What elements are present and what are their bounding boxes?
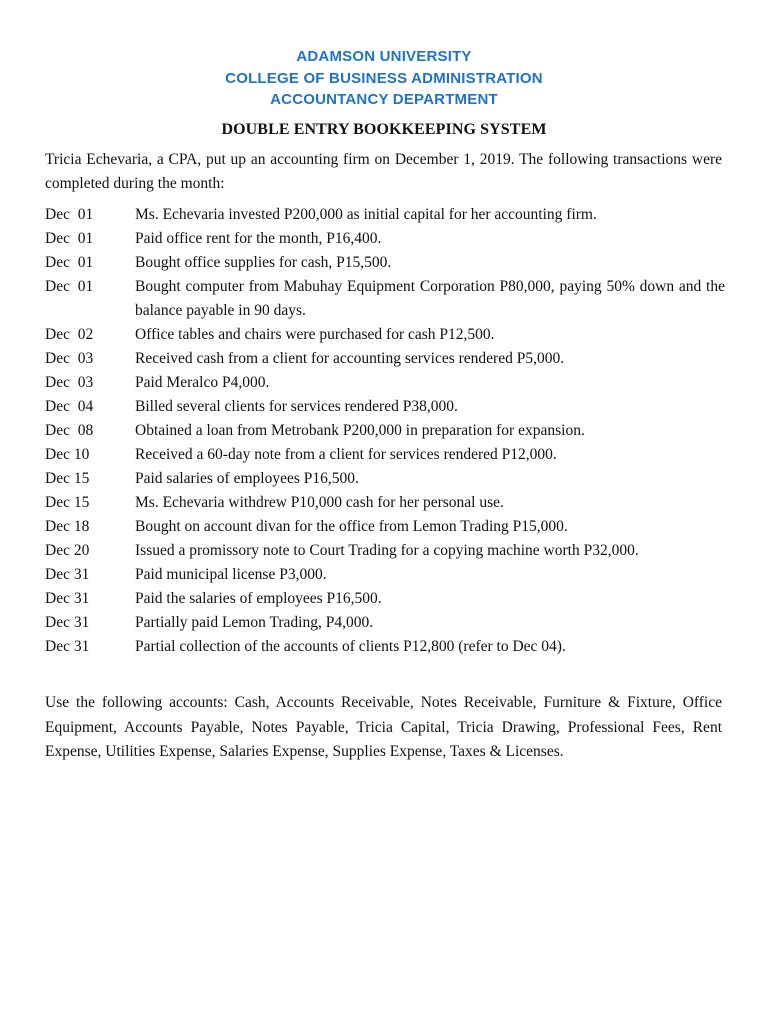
university-name: ADAMSON UNIVERSITY bbox=[296, 48, 472, 65]
transaction-description: Paid office rent for the month, P16,400. bbox=[135, 230, 382, 247]
transaction-date: Dec 01 bbox=[45, 278, 94, 295]
transaction-row bbox=[45, 347, 725, 371]
transaction-row bbox=[45, 203, 725, 227]
transaction-row bbox=[45, 491, 725, 515]
document-title: DOUBLE ENTRY BOOKKEEPING SYSTEM bbox=[221, 121, 547, 138]
transaction-date: Dec 08 bbox=[45, 422, 94, 439]
transaction-date: Dec 15 bbox=[45, 494, 90, 511]
intro-paragraph: Tricia Echevaria, a CPA, put up an accounting firm on December 1, 2019. The following transactions were completed during the month: bbox=[45, 151, 722, 192]
transaction-row bbox=[45, 419, 725, 443]
transaction-date: Dec 15 bbox=[45, 470, 90, 487]
transaction-list bbox=[45, 203, 725, 659]
transaction-description: Obtained a loan from Metrobank P200,000 in preparation for expansion. bbox=[135, 422, 585, 439]
transaction-date: Dec 04 bbox=[45, 398, 94, 415]
document-header bbox=[0, 46, 768, 111]
transaction-description: Bought computer from Mabuhay Equipment Corporation P80,000, paying 50% down and the balance payable in 90 days. bbox=[135, 278, 725, 319]
transaction-date: Dec 01 bbox=[45, 230, 94, 247]
transaction-row bbox=[45, 515, 725, 539]
transaction-description: Received cash from a client for accounting services rendered P5,000. bbox=[135, 350, 565, 367]
transaction-date: Dec 31 bbox=[45, 566, 90, 583]
transaction-description: Received a 60-day note from a client for services rendered P12,000. bbox=[135, 446, 557, 463]
transaction-date: Dec 02 bbox=[45, 326, 94, 343]
transaction-description: Paid salaries of employees P16,500. bbox=[135, 470, 359, 487]
college-name: COLLEGE OF BUSINESS ADMINISTRATION bbox=[225, 69, 543, 87]
transaction-date: Dec 03 bbox=[45, 374, 94, 391]
transaction-description: Paid Meralco P4,000. bbox=[135, 374, 270, 391]
transaction-row bbox=[45, 539, 725, 563]
transaction-date: Dec 03 bbox=[45, 350, 94, 367]
transaction-row bbox=[45, 371, 725, 395]
transaction-description: Paid the salaries of employees P16,500. bbox=[135, 590, 382, 607]
transaction-row bbox=[45, 611, 725, 635]
transaction-date: Dec 10 bbox=[45, 446, 90, 463]
transaction-date: Dec 20 bbox=[45, 542, 90, 559]
transaction-date: Dec 18 bbox=[45, 518, 90, 535]
transaction-description: Partially paid Lemon Trading, P4,000. bbox=[135, 614, 374, 631]
transaction-description: Issued a promissory note to Court Trading for a copying machine worth P32,000. bbox=[135, 542, 639, 559]
transaction-row bbox=[45, 323, 725, 347]
transaction-date: Dec 31 bbox=[45, 614, 90, 631]
transaction-row bbox=[45, 275, 725, 323]
transaction-date: Dec 01 bbox=[45, 206, 94, 223]
transaction-description: Office tables and chairs were purchased for cash P12,500. bbox=[135, 326, 495, 343]
transaction-row bbox=[45, 635, 725, 659]
transaction-date: Dec 31 bbox=[45, 638, 90, 655]
transaction-description: Partial collection of the accounts of clients P12,800 (refer to Dec 04). bbox=[135, 638, 566, 655]
transaction-description: Ms. Echevaria invested P200,000 as initial capital for her accounting firm. bbox=[135, 206, 597, 223]
transaction-description: Billed several clients for services rendered P38,000. bbox=[135, 398, 458, 415]
transaction-row bbox=[45, 251, 725, 275]
transaction-description: Bought office supplies for cash, P15,500. bbox=[135, 254, 392, 271]
transaction-date: Dec 31 bbox=[45, 590, 90, 607]
transaction-row bbox=[45, 467, 725, 491]
accounts-instruction: Use the following accounts: Cash, Accounts Receivable, Notes Receivable, Furniture & Fixture, Office Equipment, Accounts Payable, Notes Payable, Tricia Capital, Tricia Drawing, Professional Fees, Rent Expense, Utilities Expense, Salaries Expense, Supplies Expense, Taxes & Licenses. bbox=[45, 694, 722, 760]
department-name: ACCOUNTANCY DEPARTMENT bbox=[270, 91, 498, 108]
transaction-row bbox=[45, 443, 725, 467]
transaction-row bbox=[45, 563, 725, 587]
transaction-row bbox=[45, 227, 725, 251]
transaction-row bbox=[45, 395, 725, 419]
transaction-description: Bought on account divan for the office from Lemon Trading P15,000. bbox=[135, 518, 568, 535]
transaction-description: Paid municipal license P3,000. bbox=[135, 566, 327, 583]
transaction-date: Dec 01 bbox=[45, 254, 94, 271]
transaction-row bbox=[45, 587, 725, 611]
transaction-description: Ms. Echevaria withdrew P10,000 cash for her personal use. bbox=[135, 494, 504, 511]
